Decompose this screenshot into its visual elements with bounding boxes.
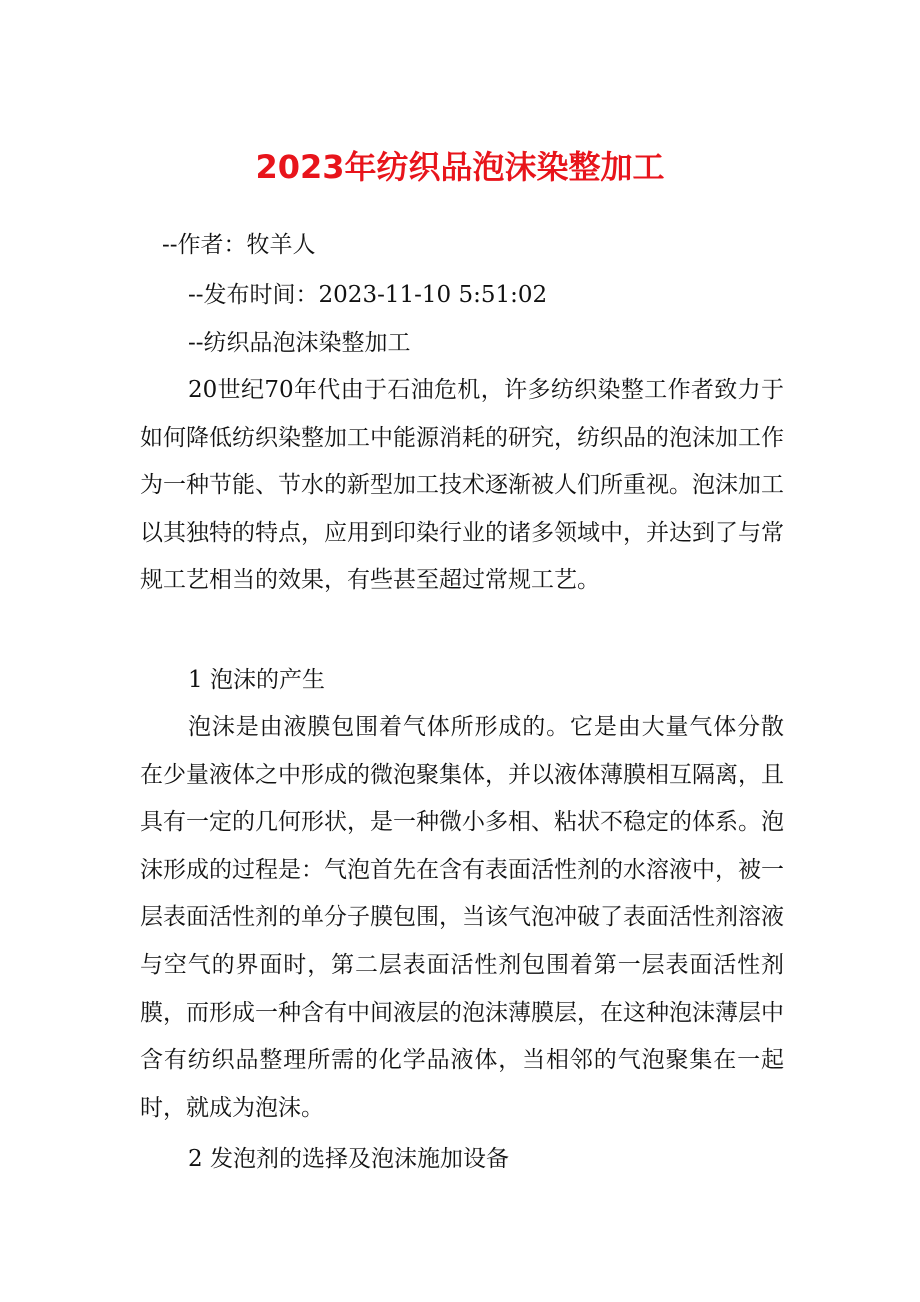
foam-formation-paragraph: 泡沫是由液膜包围着气体所形成的。它是由大量气体分散在少量液体之中形成的微泡聚集体，并以液体薄膜相互隔离，且具有一定的几何形状，是一种微小多相、粘状不稳定的体系。泡沫形成的过程是：气泡首先在含有表面活性剂的水溶液中，被一层表面活性剂的单分子膜包围，当该气泡冲破了表面活性剂溶液与空气的界面时，第二层表面活性剂包围着第一层表面活性剂膜，而形成一种含有中间液层的泡沫薄膜层，在这种泡沫薄层中含有纺织品整理所需的化学品液体，当相邻的气泡聚集在一起时，就成为泡沫。 — [140, 714, 784, 1121]
section-heading-1: 1 泡沫的产生 — [188, 667, 325, 693]
topic-line: --纺织品泡沫染整加工 — [188, 330, 411, 356]
section-heading-2: 2 发泡剂的选择及泡沫施加设备 — [188, 1146, 509, 1172]
document-title: 2023年纺织品泡沫染整加工 — [255, 148, 665, 186]
publish-date-line: --发布时间：2023-11-10 5:51:02 — [188, 282, 548, 308]
author-line: --作者：牧羊人 — [162, 232, 316, 258]
intro-paragraph: 20世纪70年代由于石油危机，许多纺织染整工作者致力于如何降低纺织染整加工中能源消耗的研究，纺织品的泡沫加工作为一种节能、节水的新型加工技术逐渐被人们所重视。泡沫加工以其独特的特点，应用到印染行业的诸多领域中，并达到了与常规工艺相当的效果，有些甚至超过常规工艺。 — [140, 377, 784, 594]
